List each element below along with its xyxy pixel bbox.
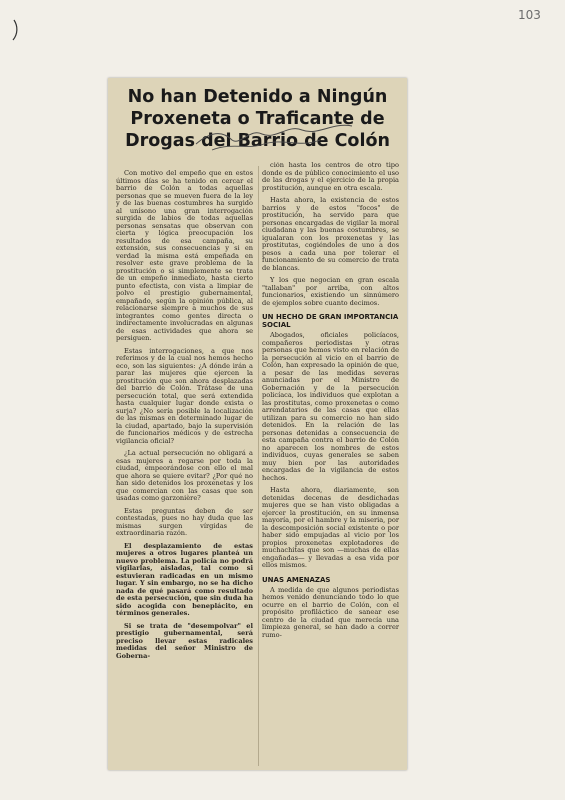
article-paragraph: Hasta ahora, diariamente, son detenidas decenas de desdichadas mujeres que se han visto obligadas a ejercer la prostitución, en su inmensa mayoría, por el hambre y la miseria, por la descomposición social existente o por haber sido empujadas al vicio por los propios proxenetas explotadores de muchachitas que son —muchas de ellas engañadas— y llevadas a esa vida por ellos mismos. [262,486,399,569]
article-paragraph: ción hasta los centros de otro tipo donde es de público conocimiento el uso de las drogas y el ejercicio de la propia prostitución, aunque en otra escala. [262,162,399,192]
article-paragraph: Estas preguntas deben de ser contestadas, pues no hay duda que las mismas surgen vírgidas de extraordinaria razón. [116,506,253,537]
article-paragraph: Y los que negocian en gran escala "tallaban" por arriba, con altos funcionarios, existiendo un sinnúmero de ejemplos sobre cuanto decimos. [262,276,399,307]
article-paragraph: Con motivo del empeño que en estos últimos días se ha tenido en cercar el barrio de Colón a todas aquellas personas que se mueven fuera de la ley y de las buenas costumbres ha surgido al unísono una gran interrogación surgida de labios de todas aquellas personas sensatas que observan con cierta y lógica preocupación los resultados de esa campaña, su extensión, sus consecuencias y si en verdad la misma está empeñada en resolver este grave problema de la prostitución o si simplemente se trata de un empeño inmediato, hasta cierto punto efectista, con vista a limpiar de polvo el prestigio gubernamental, empañado, según la opinión pública, al relacionarse siempre a muchos de sus integrantes como gentes directa o indirectamente involucradas en algunas de esas actividades que ahora se persiguen. [116,170,253,342]
subheading-amenazas: UNAS AMENAZAS [262,575,331,584]
handwritten-annotation [192,110,362,156]
article-paragraph: Si se trata de "desempolvar" el prestigio gubernamental, será preciso llevar estas radicales medidas del señor Ministro de Goberna- [116,621,253,660]
article-paragraph: El desplazamiento de estas mujeres a otros lugares planteá un nuevo problema. La policía no podrá vigilarlas, aisladas, tal como si estuvieran radicadas en un mismo lugar. Y sin embargo, no se ha dicho nada de qué pasará como resultado de esta persecución, que sin duda ha sido acogida con beneplácito, en términos generales. [116,541,253,617]
subheading-importancia-social: UN HECHO DE GRAN IMPORTANCIA SOCIAL [262,313,399,329]
article-paragraph: Estas interrogaciones, a que nos referimos y de la cual nos hemos hecho eco, son las siguientes: ¿A dónde irán a parar las mujeres que ejercen la prostitución que son ahora desplazadas del barrio de Colón. Trátase de una persecución total, que será extendida hasta cualquier lugar donde exista o surja? ¿No sería posible la localización de las mismas en determinado lugar de la ciudad, apartado, bajo la supervisión de funcionarios médicos y de estrecha vigilancia oficial? [116,346,253,445]
article-paragraph: ¿La actual persecución no obligará a esas mujeres a regarse por toda la ciudad, empeorándose con ello el mal que ahora se quiere evitar? ¿Por qué no han sido detenidos los proxenetas y los que comercian con las casas que son usadas como garzonière? [116,449,253,502]
article-column-left [116,170,253,766]
page-number: 103 [518,8,541,22]
article-paragraph: A medida de que algunos periodistas hemos venido denunciando todo lo que ocurre en el barrio de Colón, con el propósito profiláctico de sanear ese centro de la ciudad que merecía una limpieza general, se han dado a correr rumo- [262,585,399,639]
column-divider [258,166,259,766]
article-paragraph: Abogados, oficiales policíacos, compañeros periodistas y otras personas que hemos visto en relación de la persecución al vicio en el barrio de Colón, han expresado la opinión de que, a pesar de las medidas severas anunciadas por el Ministro de Gobernación y de la persecución policíaca, los individuos que explotan a las prostitutas, como proxenetas o como arrendatarios de las casas que ellas utilizan para su comercio no han sido detenidos. En la relación de las personas detenidas a consecuencia de esta campaña contra el barrio de Colón no aparecen los nombres de estos individuos, cuyas generales se saben muy bien por las autoridades encargadas de la vigilancia de estos hechos. [262,331,399,482]
article-paragraph: Hasta ahora, la existencia de estos barrios y de estos "focos" de prostitución, ha servido para que personas encargadas de vigilar la moral ciudadana y las buenas costumbres, se igualaran con los proxenetas y las prostitutas, cogiéndoles de uno a dos pesos a cada una por tolerar el funcionamiento de su comercio de trata de blancas. [262,196,399,272]
margin-mark-icon [6,18,24,42]
newspaper-clipping [108,78,407,770]
article-headline: No han Detenido a Ningún Proxeneta o Traficante de Drogas del Barrio de Colón [125,87,390,151]
article-column-right [262,162,399,758]
